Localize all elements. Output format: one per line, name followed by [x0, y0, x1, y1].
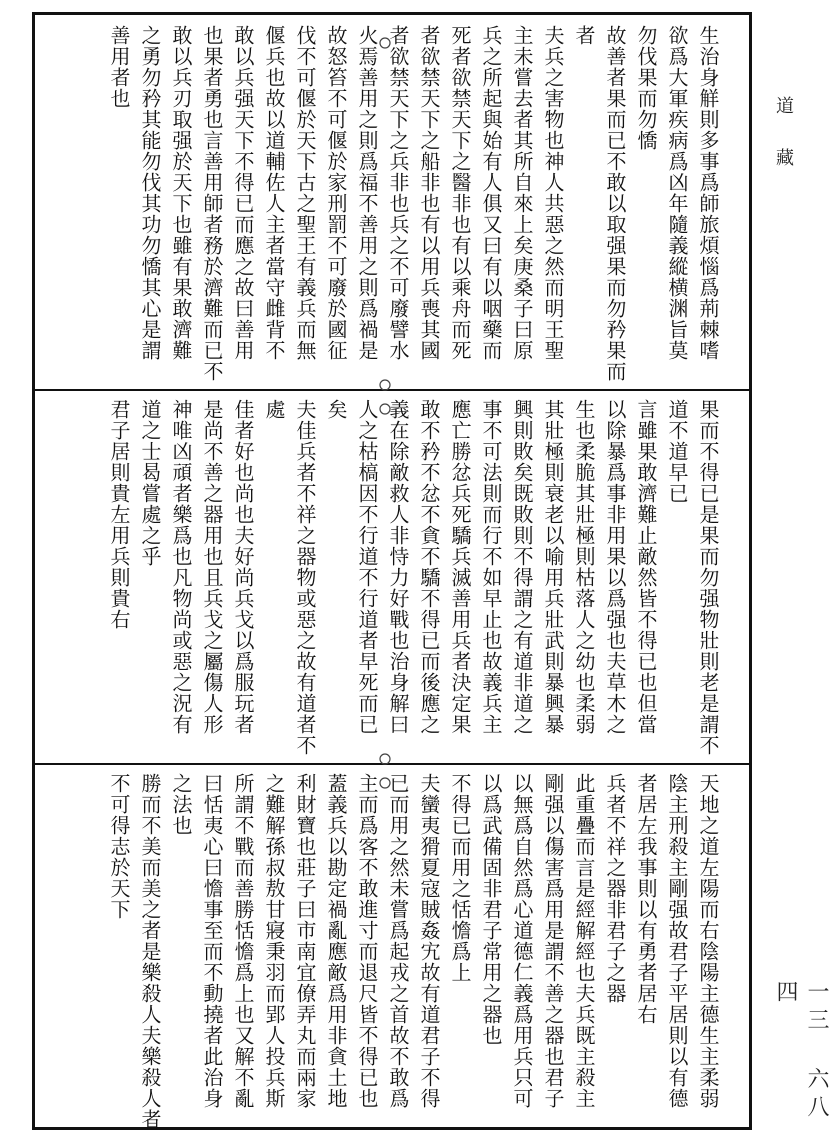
text-column: 已而用之然未嘗爲起戎之首故不敢爲 [386, 773, 410, 1109]
text-column: 兵者不祥之器非君子之器 [603, 773, 627, 1004]
text-column: 敢以兵强天下不得已而應之故曰善用 [231, 25, 255, 361]
text-column: 生也柔脆其壯極則枯落人之幼也柔弱 [572, 399, 596, 735]
text-column: 不得已而用之恬憺爲上 [448, 773, 472, 983]
text-column: 之法也 [169, 773, 193, 836]
text-column: 火焉善用之則爲福不善用之則爲禍是 [355, 25, 379, 361]
text-column: 蓋義兵以勘定禍亂應敵爲用非貪土地 [324, 773, 348, 1109]
text-column: 欲爲大軍疾病爲凶年隨義縱横渊旨莫 [665, 25, 689, 361]
text-column: 應亡勝忿兵死驕兵滅善用兵者決定果 [448, 399, 472, 735]
text-column: 者欲禁天下之兵非也兵之不可廢譬水 [386, 25, 410, 361]
text-column: 曰恬夷心曰憺事至而不動撓者此治身 [200, 773, 224, 1109]
text-column: 事不可法則而行不如早止也故義兵主 [479, 399, 503, 735]
text-column: 也果者勇也言善用師者務於濟難而已不 [200, 25, 224, 382]
text-column: 矣 [324, 399, 348, 420]
text-column: 道之士曷嘗處之乎 [138, 399, 162, 567]
text-column: 果而不得已是果而勿强物壯則老是謂不 [696, 399, 720, 756]
text-column: 敢不矜不忿不貪不驕不得已而後應之 [417, 399, 441, 735]
text-column: 利財寶也莊子曰市南宜僚弄丸而兩家 [293, 773, 317, 1109]
text-column: 夫蠻夷猾夏寇賊姦宄故有道君子不得 [417, 773, 441, 1109]
text-column: 者欲禁天下之船非也有以用兵喪其國 [417, 25, 441, 361]
text-column: 以爲武備固非君子常用之器也 [479, 773, 503, 1046]
page-frame [32, 12, 752, 1130]
text-column: 此重疊而言是經解經也夫兵既主殺主 [572, 773, 596, 1109]
text-column: 敢以兵刃取强於天下也雖有果敢濟難 [169, 25, 193, 361]
margin-title: 道藏 [773, 96, 794, 200]
text-column: 故怒笞不可偃於家刑罰不可廢於國征 [324, 25, 348, 361]
text-column: 神唯凶頑者樂爲也凡物尚或惡之況有 [169, 399, 193, 735]
text-column: 生治身觧則多事爲師旅煩惱爲荊棘嗜 [696, 25, 720, 361]
text-column: 者 [572, 25, 596, 46]
text-column: 天地之道左陽而右陰陽主德生主柔弱 [696, 773, 720, 1109]
text-column: 人之枯槁因不行道不行道者早死而已 [355, 399, 379, 735]
text-column: 興則敗矣既敗則不得謂之有道非道之 [510, 399, 534, 735]
text-column: 以除暴爲事非用果以爲强也夫草木之 [603, 399, 627, 735]
text-column: 者居左我事則以有勇者居右 [634, 773, 658, 1025]
text-column: 言雖果敢濟難止敵然皆不得已也但當 [634, 399, 658, 735]
registration-mark-icon [373, 373, 397, 397]
text-column: 勿伐果而勿憍 [634, 25, 658, 151]
text-column: 主未嘗去者其所自來上矣庚桑子曰原 [510, 25, 534, 361]
text-column: 故善者果而已不敢以取强果而勿矜果而 [603, 25, 627, 382]
margin-page-number: 一三 六八四 [773, 980, 829, 1123]
text-column: 兵之所起與始有人俱又曰有以咽藥而 [479, 25, 503, 361]
text-column: 剛强以傷害爲用是謂不善之器也君子 [541, 773, 565, 1109]
text-column: 君子居則貴左用兵則貴右 [107, 399, 131, 630]
text-column: 其壯極則衰老以喻用兵壯武則暴興暴 [541, 399, 565, 735]
text-column: 死者欲禁天下之醫非也有以乘舟而死 [448, 25, 472, 361]
text-column: 道不道早已 [665, 399, 689, 504]
text-column: 夫兵之害物也神人共惡之然而明王聖 [541, 25, 565, 361]
text-column: 不可得志於天下 [107, 773, 131, 920]
text-column: 伐不可偃於天下古之聖王有義兵而無 [293, 25, 317, 361]
text-column: 主而爲客不敢進寸而退尺皆不得已也 [355, 773, 379, 1109]
text-column: 善用者也 [107, 25, 131, 109]
registration-mark-icon [373, 747, 397, 771]
text-column: 之難解孫叔敖甘寢秉羽而郢人投兵斯 [262, 773, 286, 1109]
text-column: 之勇勿矜其能勿伐其功勿憍其心是謂 [138, 25, 162, 361]
text-column: 義在除敵救人非恃力好戰也治身解曰 [386, 399, 410, 735]
text-column: 陰主刑殺主剛强故君子平居則以有德 [665, 773, 689, 1109]
text-column: 勝而不美而美之者是樂殺人夫樂殺人者 [138, 773, 162, 1130]
text-column: 以無爲自然爲心道德仁義爲用兵只可 [510, 773, 534, 1109]
text-column: 偃兵也故以道輔佐人主者當守雌背不 [262, 25, 286, 361]
text-column: 所謂不戰而善勝恬憺爲上也又解不亂 [231, 773, 255, 1109]
text-column: 是尚不善之器用也且兵戈之屬傷人形 [200, 399, 224, 735]
text-column: 夫佳兵者不祥之器物或惡之故有道者不 [293, 399, 317, 756]
text-column: 佳者好也尚也夫好尚兵戈以爲服玩者 [231, 399, 255, 735]
text-column: 處 [262, 399, 286, 420]
